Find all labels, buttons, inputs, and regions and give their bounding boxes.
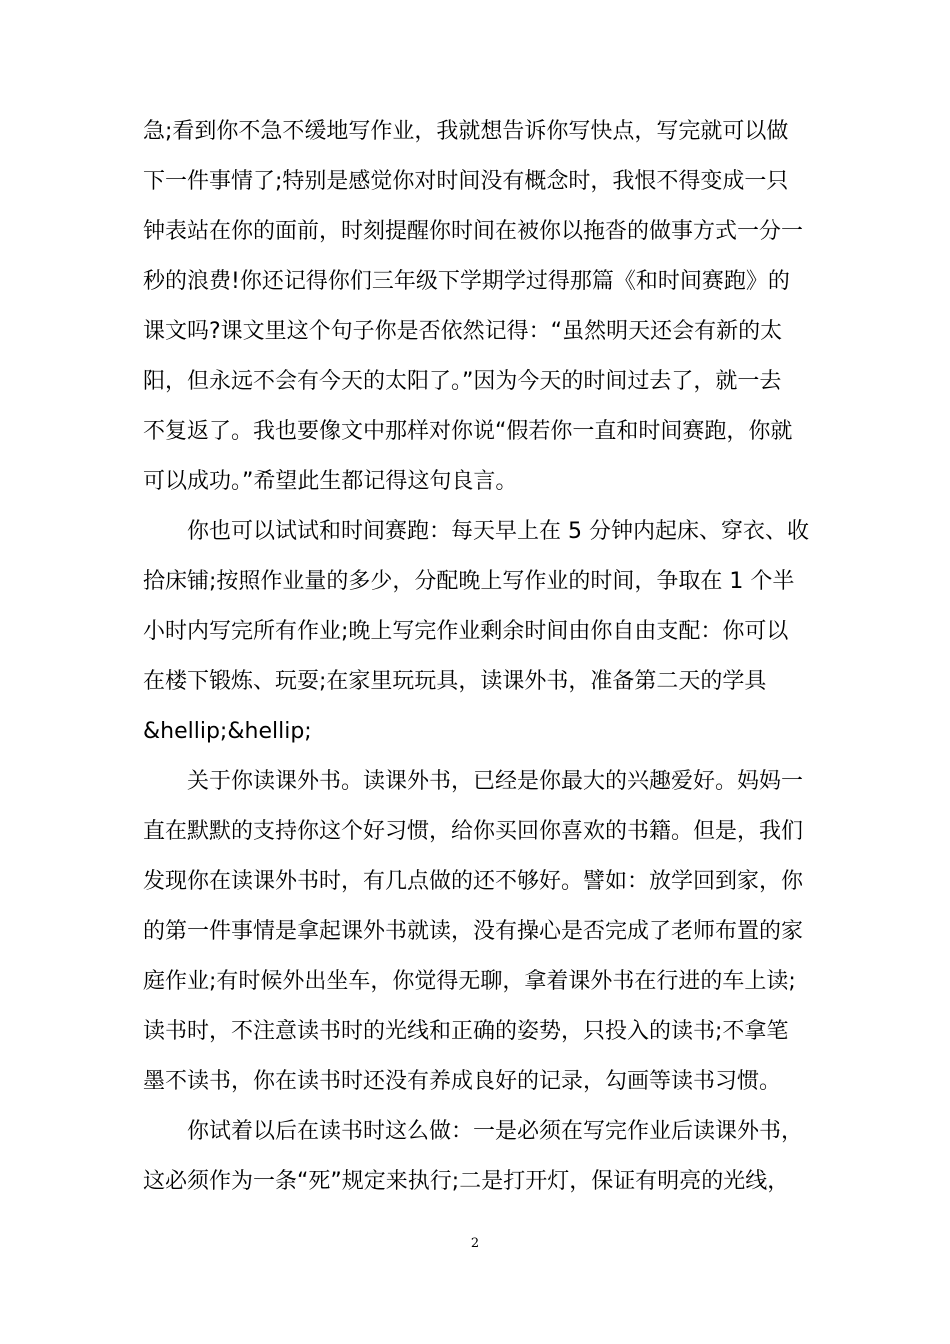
paragraph	[143, 107, 809, 507]
text-line: 课文吗?课文里这个句子你是否依然记得：“虽然明天还会有新的太	[143, 319, 783, 344]
text-line: &hellip;&hellip;	[143, 719, 312, 744]
paragraph	[143, 507, 809, 757]
text-line: 你试着以后在读书时这么做：一是必须在写完作业后读课外书，	[187, 1119, 804, 1144]
text-line: 秒的浪费!你还记得你们三年级下学期学过得那篇《和时间赛跑》的	[143, 269, 790, 294]
text-line: 钟表站在你的面前，时刻提醒你时间在被你以拖沓的做事方式一分一	[143, 219, 804, 244]
text-line: 你也可以试试和时间赛跑：每天早上在 5 分钟内起床、穿衣、收	[187, 519, 809, 544]
text-line: 小时内写完所有作业;晚上写完作业剩余时间由你自由支配：你可以	[143, 619, 789, 644]
text-body	[143, 107, 809, 1207]
text-line: 在楼下锻炼、玩耍;在家里玩玩具，读课外书，准备第二天的学具	[143, 669, 767, 694]
text-line: 关于你读课外书。读课外书，已经是你最大的兴趣爱好。妈妈一	[187, 769, 804, 794]
text-line: 庭作业;有时候外出坐车，你觉得无聊，拿着课外书在行进的车上读;	[143, 969, 796, 994]
paragraph	[143, 757, 809, 1107]
text-line: 拾床铺;按照作业量的多少，分配晚上写作业的时间，争取在 1 个半	[143, 569, 795, 594]
text-line: 发现你在读课外书时，有几点做的还不够好。譬如：放学回到家，你	[143, 869, 804, 894]
paragraph	[143, 1107, 809, 1207]
text-line: 直在默默的支持你这个好习惯，给你买回你喜欢的书籍。但是，我们	[143, 819, 804, 844]
text-line: 这必须作为一条“死”规定来执行;二是打开灯，保证有明亮的光线，	[143, 1169, 790, 1194]
text-line: 墨不读书，你在读书时还没有养成良好的记录，勾画等读书习惯。	[143, 1069, 782, 1094]
page-number: 2	[470, 1236, 480, 1251]
text-line: 急;看到你不急不缓地写作业，我就想告诉你写快点，写完就可以做	[143, 119, 789, 144]
text-line: 可以成功。”希望此生都记得这句良言。	[143, 469, 518, 494]
text-line: 不复返了。我也要像文中那样对你说“假若你一直和时间赛跑，你就	[143, 419, 793, 444]
text-line: 的第一件事情是拿起课外书就读，没有操心是否完成了老师布置的家	[143, 919, 804, 944]
text-line: 阳，但永远不会有今天的太阳了。”因为今天的时间过去了，就一去	[143, 369, 782, 394]
text-line: 读书时，不注意读书时的光线和正确的姿势，只投入的读书;不拿笔	[143, 1019, 789, 1044]
text-line: 下一件事情了;特别是感觉你对时间没有概念时，我恨不得变成一只	[143, 169, 789, 194]
